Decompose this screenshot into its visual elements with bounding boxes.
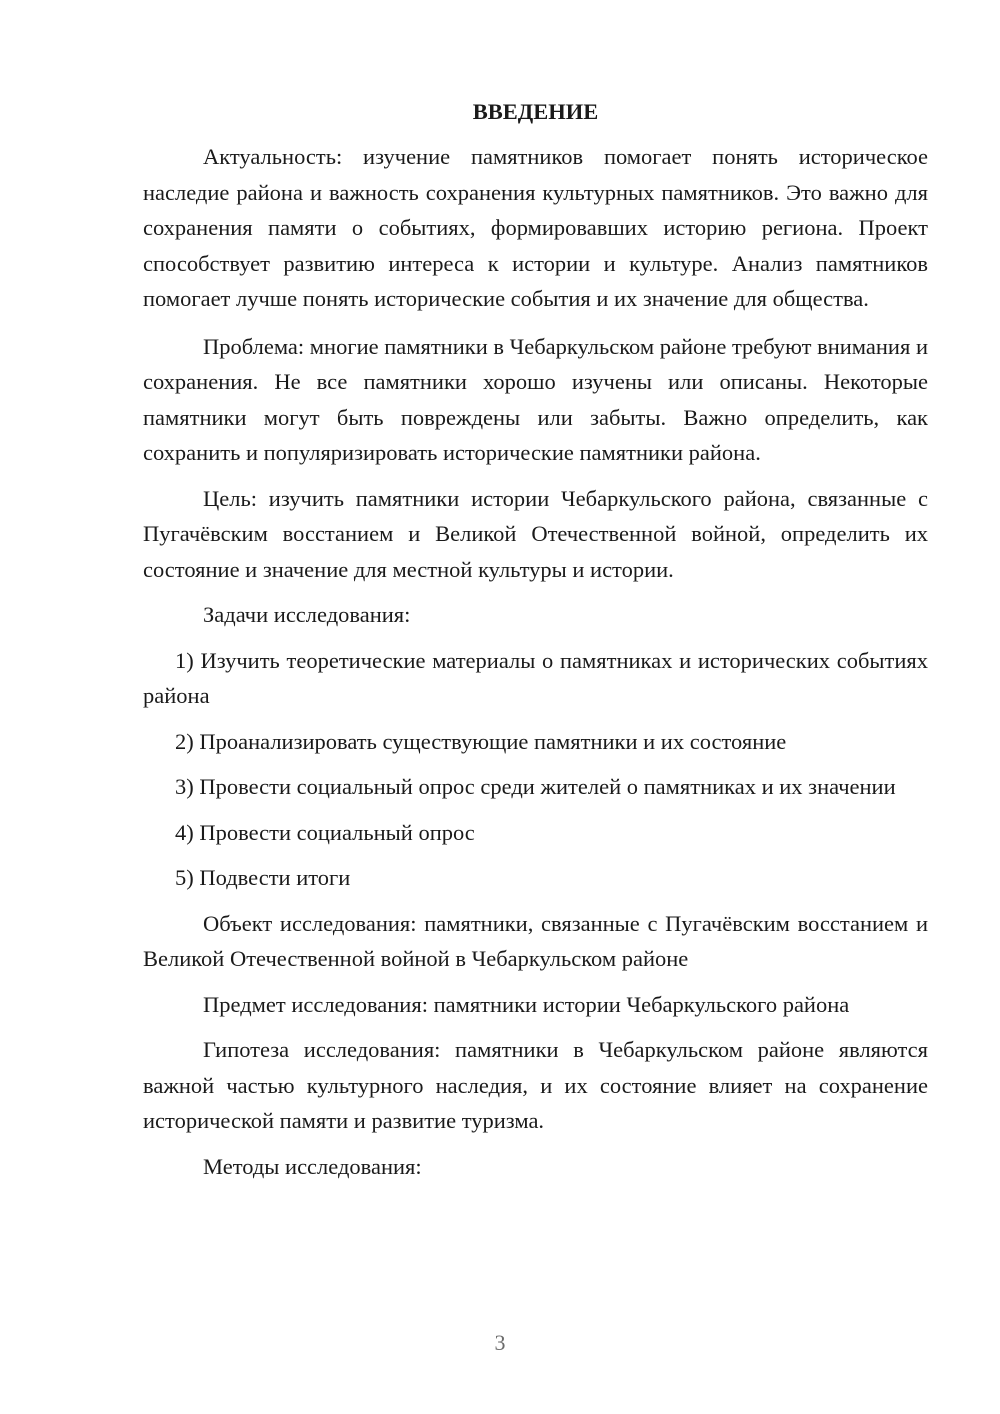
section-heading: ВВЕДЕНИЕ <box>472 99 599 124</box>
task-item-2: 2) Проанализировать существующие памятники и их состояние <box>175 728 787 754</box>
goal-paragraph: Цель: изучить памятники истории Чебаркульского района, связанные с Пугачёвским восстанием и Великой Отечественной войной, определить их состояние и значение для местной культуры и истории. <box>143 485 928 582</box>
task-item-4: 4) Провести социальный опрос <box>175 819 475 845</box>
object-paragraph: Объект исследования: памятники, связанные с Пугачёвским восстанием и Великой Отечественной войной в Чебаркульском районе <box>143 910 928 971</box>
page-number: 3 <box>494 1330 506 1355</box>
methods-heading: Методы исследования: <box>203 1153 422 1179</box>
task-item-3: 3) Провести социальный опрос среди жителей о памятниках и их значении <box>175 774 896 799</box>
tasks-heading: Задачи исследования: <box>203 602 411 627</box>
page-content <box>143 94 928 1194</box>
hypothesis-paragraph: Гипотеза исследования: памятники в Чебаркульском районе являются важной частью культурного наследия, и их состояние влияет на сохранение исторической памяти и развитие туризма. <box>143 1037 928 1133</box>
task-item-1: 1) Изучить теоретические материалы о памятниках и исторических событиях района <box>143 647 928 708</box>
task-item-5: 5) Подвести итоги <box>175 865 351 890</box>
problem-paragraph: Проблема: многие памятники в Чебаркульском районе требуют внимания и сохранения. Не все памятники хорошо изучены или описаны. Некоторые памятники могут быть повреждены или забыты. Важно определить, как сохранить и популяризировать исторические памятники района. <box>143 333 928 465</box>
tasks-list <box>143 643 928 896</box>
subject-paragraph: Предмет исследования: памятники истории Чебаркульского района <box>203 991 850 1017</box>
relevance-paragraph: Актуальность: изучение памятников помогает понять историческое наследие района и важность сохранения культурных памятников. Это важно для сохранения памяти о событиях, формировавших историю региона. Проект способствует развитию интереса к истории и культуре. Анализ памятников помогает лучше понять исторические события и их значение для общества. <box>143 144 928 311</box>
